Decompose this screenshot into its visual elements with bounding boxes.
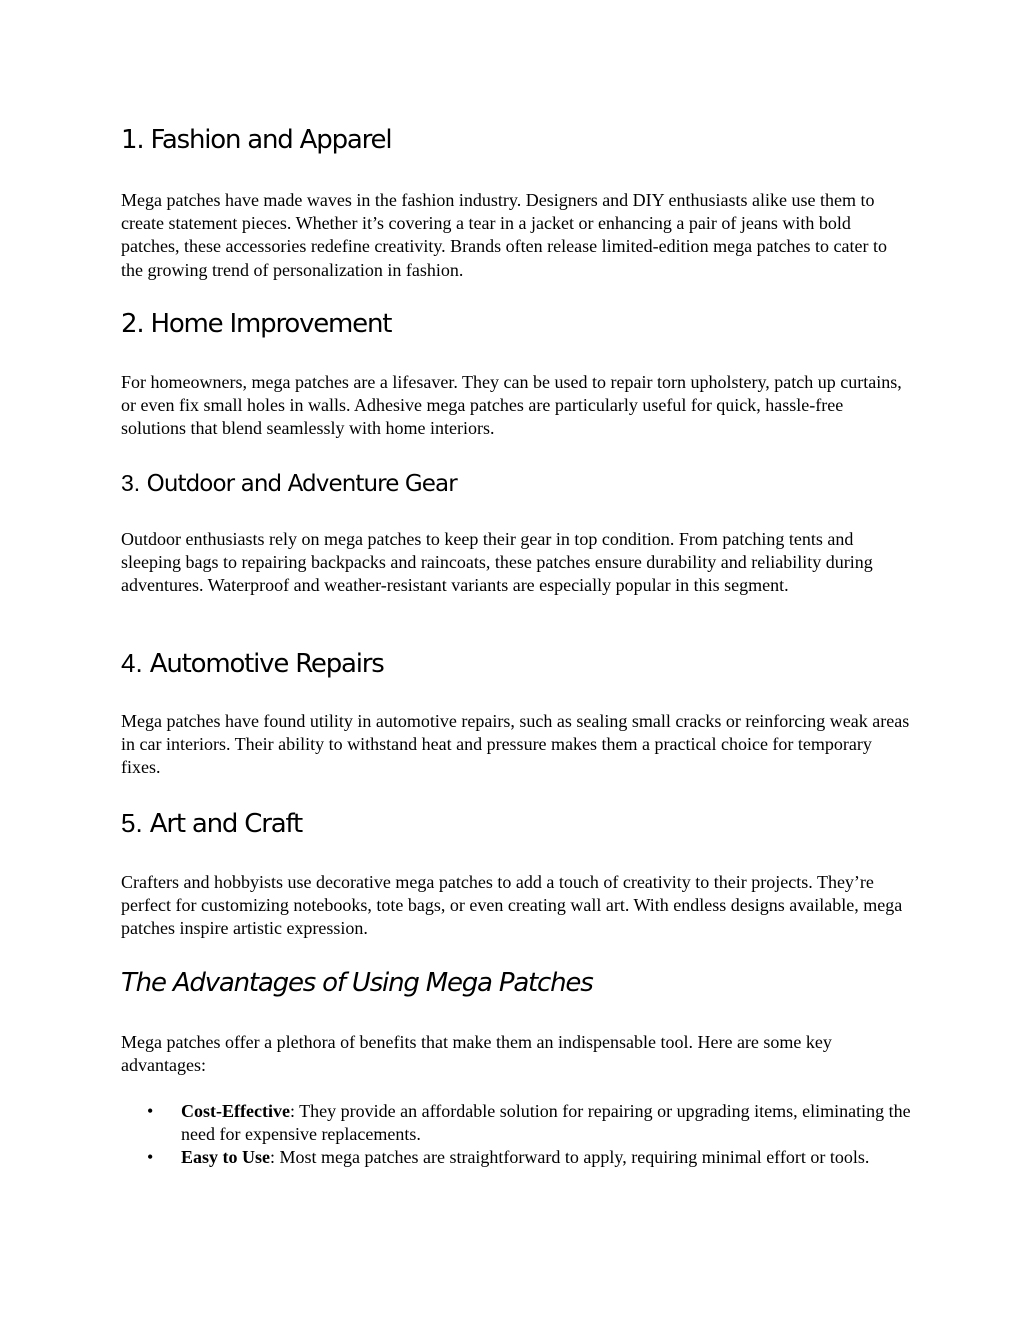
section-title: Home Improvement — [150, 309, 392, 339]
section-title: Outdoor and Adventure Gear — [146, 471, 457, 497]
section-body-art-craft: Crafters and hobbyists use decorative mega patches to add a touch of creativity to their projects. They’re perfect for customizing notebooks, tote bags, or even creating wall art. With endless designs available, mega patches inspire artistic expression. — [121, 872, 903, 939]
section-number: 3. — [121, 470, 141, 496]
section-heading-fashion — [121, 124, 391, 156]
section-number: 2. — [121, 309, 144, 339]
section-number: 4. — [121, 648, 143, 678]
section-heading-art-craft — [121, 807, 302, 840]
advantages-list — [121, 1100, 911, 1170]
section-heading-home-improvement — [121, 308, 391, 340]
list-item — [121, 1100, 911, 1146]
bullet-icon: • — [147, 1147, 154, 1168]
advantage-text: : They provide an affordable solution for repairing or upgrading items, eliminating the need for expensive replacements. — [181, 1101, 911, 1145]
section-heading-automotive — [121, 647, 384, 680]
advantage-term: Cost-Effective — [181, 1101, 290, 1121]
section-body-home-improvement: For homeowners, mega patches are a lifesaver. They can be used to repair torn upholstery, patch up curtains, or even fix small holes in walls. Adhesive mega patches are particularly useful for quick, hassle-free solutions that blend seamlessly with home interiors. — [121, 372, 902, 439]
advantages-heading: The Advantages of Using Mega Patches — [121, 968, 593, 998]
bullet-icon: • — [147, 1101, 154, 1121]
section-body-outdoor-gear: Outdoor enthusiasts rely on mega patches to keep their gear in top condition. From patching tents and sleeping bags to repairing backpacks and raincoats, these patches ensure durability and reliability during adventures. Waterproof and weather-resistant variants are especially popular in this segment. — [121, 529, 873, 596]
section-body-fashion: Mega patches have made waves in the fashion industry. Designers and DIY enthusiasts alike use them to create statement pieces. Whether it’s covering a tear in a jacket or enhancing a pair of jeans with bold patches, these accessories redefine creativity. Brands often release limited-edition mega patches to cater to the growing trend of personalization in fashion. — [121, 190, 888, 280]
section-title: Art and Craft — [149, 809, 302, 839]
section-heading-outdoor-gear — [121, 467, 457, 500]
advantage-text: : Most mega patches are straightforward to apply, requiring minimal effort or tools. — [270, 1147, 870, 1168]
advantage-term: Easy to Use — [181, 1147, 270, 1168]
section-body-automotive: Mega patches have found utility in automotive repairs, such as sealing small cracks or reinforcing weak areas in car interiors. Their ability to withstand heat and pressure makes them a practical choice for temporary fixes. — [121, 711, 910, 778]
advantages-intro: Mega patches offer a plethora of benefits that make them an indispensable tool. Here are some key advantages: — [121, 1032, 832, 1076]
section-title: Automotive Repairs — [149, 649, 384, 679]
section-title: Fashion and Apparel — [150, 125, 392, 155]
section-number: 5. — [121, 808, 143, 838]
list-item — [121, 1146, 911, 1169]
section-number: 1. — [121, 125, 144, 155]
